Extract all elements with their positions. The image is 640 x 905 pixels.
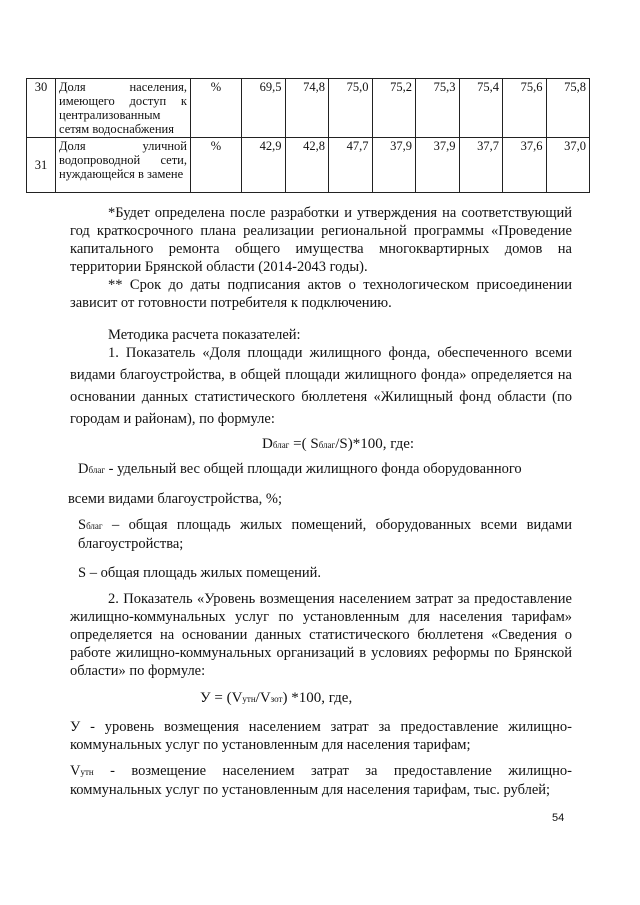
definition-u: У - уровень возмещения населением затрат за предоставление жилищно-коммунальных услуг по установленным для населения тарифам;: [70, 719, 572, 753]
row-number: 30: [27, 79, 56, 138]
methodology-item-1: 1. Показатель «Доля площади жилищного фонда, обеспеченного всеми видами благоустройства, в общей площади жилищного фонда» определяется на основании данных статистического бюллетеня «Жилищный фонд области (по городам и районам), по формуле:: [70, 345, 572, 427]
methodology-heading: Методика расчета показателей:: [108, 327, 301, 343]
definition-s-total: S – общая площадь жилых помещений.: [78, 565, 322, 581]
note-2: ** Срок до даты подписания актов о технологическом присоединении зависит от готовности потребителя к подключению.: [70, 277, 572, 311]
value-cell: 74,8: [285, 79, 329, 138]
value-cell: 42,8: [285, 138, 329, 193]
page-number: 54: [552, 812, 565, 824]
definition-s: Sблаг – общая площадь жилых помещений, оборудованных всеми видами благоустройства;: [78, 517, 572, 552]
value-cell: 69,5: [242, 79, 286, 138]
value-cell: 75,4: [459, 79, 503, 138]
value-cell: 42,9: [242, 138, 286, 193]
table-row: [27, 79, 590, 138]
formula-2: У = (Vутн/Vзот) *100, где,: [200, 690, 353, 706]
unit: %: [191, 138, 242, 193]
table-row: [27, 138, 590, 193]
value-cell: 37,9: [416, 138, 460, 193]
value-cell: 75,3: [416, 79, 460, 138]
value-cell: 37,9: [372, 138, 416, 193]
definition-v: Vутн - возмещение населением затрат за предоставление жилищно-коммунальных услуг по установленным для населения тарифам, тыс. рублей;: [70, 763, 572, 798]
indicator-name: Доля уличной водопроводной сети, нуждающейся в замене: [56, 138, 191, 193]
value-cell: 75,2: [372, 79, 416, 138]
definition-d-continued: всеми видами благоустройства, %;: [68, 491, 283, 507]
value-cell: 37,7: [459, 138, 503, 193]
value-cell: 37,6: [503, 138, 547, 193]
definition-d: Dблаг - удельный вес общей площади жилищного фонда оборудованного: [78, 461, 522, 477]
indicators-table: [26, 78, 590, 193]
unit: %: [191, 79, 242, 138]
value-cell: 75,6: [503, 79, 547, 138]
row-number: 31: [27, 138, 56, 193]
note-1: *Будет определена после разработки и утверждения на соответствующий год краткосрочного плана реализации региональной программы «Проведение капитального ремонта общего имущества многоквартирных домов на территории Брянской области (2014-2043 годы).: [70, 205, 572, 275]
value-cell: 75,0: [329, 79, 373, 138]
value-cell: 47,7: [329, 138, 373, 193]
methodology-item-2: 2. Показатель «Уровень возмещения населением затрат за предоставление жилищно-коммунальных услуг по установленным для населения тарифам» определяется на основании данных статистического бюллетеня «Сведения о работе жилищно-коммунальных организаций в условиях реформы по Брянской области» по формуле:: [70, 591, 572, 679]
formula-1: Dблаг =( Sблаг/S)*100, где:: [262, 436, 415, 452]
indicator-name: Доля населения, имеющего доступ к централизованным сетям водоснабжения: [56, 79, 191, 138]
value-cell: 75,8: [546, 79, 590, 138]
value-cell: 37,0: [546, 138, 590, 193]
